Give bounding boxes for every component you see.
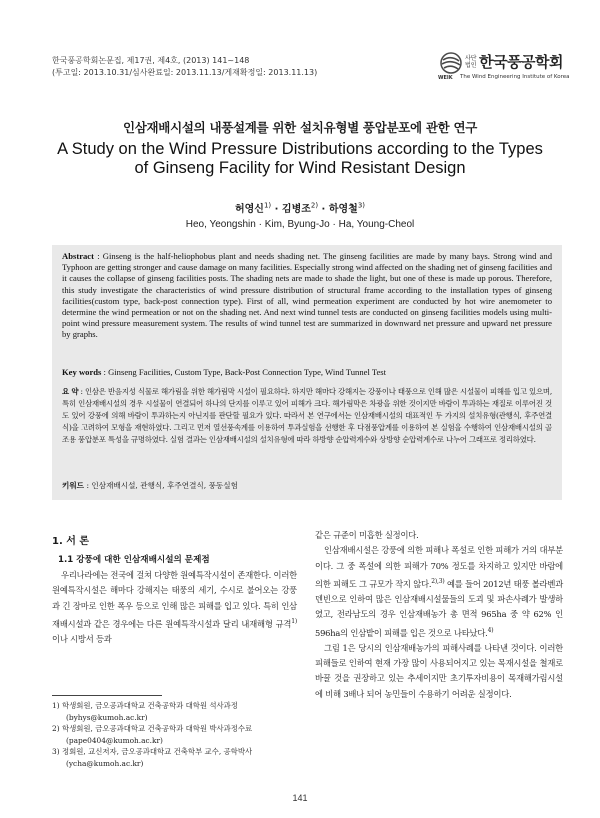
- footnote-email: (pape0404@kumoh.ac.kr): [66, 735, 163, 745]
- citation-mark: 1): [291, 617, 297, 625]
- keywords-english: [62, 367, 552, 377]
- body-paragraph: [315, 543, 563, 640]
- right-column: [315, 528, 563, 702]
- society-logo: [438, 51, 570, 81]
- logo-name: 한국풍공학회: [479, 53, 563, 71]
- keywords-text: : Ginseng Facilities, Custom Type, Back-Post Connection Type, Wind Tunnel Test: [103, 367, 387, 377]
- author-separator: ·: [318, 204, 329, 215]
- citation-mark: 4): [487, 626, 494, 634]
- author-name: 하영철: [328, 204, 358, 215]
- paragraph-text: 이나 시방서 등과: [52, 633, 112, 644]
- title-korean: 인삼재배시설의 내풍설계를 위한 설치유형별 풍압분포에 관한 연구: [122, 120, 477, 135]
- footnote-number: 1): [52, 701, 60, 710]
- title-english-line2: of Ginseng Facility for Wind Resistant Design: [134, 159, 466, 177]
- footnote-rule: [52, 695, 162, 696]
- body-paragraph: 같은 규준이 미흡한 실정이다.: [315, 530, 419, 540]
- author-mark: 3): [357, 201, 366, 210]
- footnote-text: 정회원, 교신저자, 금오공과대학교 건축학부 교수, 공학박사: [61, 747, 253, 756]
- journal-dates: (투고일: 2013.10.31/심사완료일: 2013.11.13/게재확정일: 2013.11.13): [52, 68, 318, 77]
- footnote-email: (byhys@kumoh.ac.kr): [66, 712, 148, 722]
- left-column: [52, 532, 297, 647]
- footnote: [52, 723, 297, 746]
- authors-korean: [0, 200, 600, 215]
- paragraph-text: 우리나라에는 전국에 걸쳐 다양한 원예특작시설이 존재한다. 이러한 원예특작시설은 해마다 강해지는 태풍의 세기, 수시로 불어오는 강풍과 긴 장마로 인한 폭우 등으로 인해 많은 피해를 입고 있다. 특히 인삼재배시설과 같은 경우에는 다른 원예특작시설과 달리 내재해형 규격: [52, 570, 297, 629]
- author-separator: ·: [271, 204, 282, 215]
- footnote-email: (ycha@kumoh.ac.kr): [66, 758, 144, 768]
- title-english: [50, 140, 550, 178]
- logo-abbr: WEIK: [438, 75, 453, 81]
- abstract-korean: [62, 386, 552, 446]
- logo-kind: 사단법인: [465, 55, 477, 69]
- keywords-korean-text: : 인삼재배시설, 관행식, 후주연결식, 풍동실험: [86, 481, 238, 490]
- title-english-line1: A Study on the Wind Pressure Distributions according to the Types: [57, 140, 543, 158]
- footnote: [52, 700, 297, 723]
- footnotes: [52, 700, 297, 769]
- body-paragraph: 그림 1은 당시의 인삼재배농가의 피해사례를 나타낸 것이다. 이러한 피해들로 인하여 현재 가장 많이 사용되어지고 있는 목재시설을 철재로 바꿀 것을 권장하고 있는 추세이지만 초기투자비용이 목재해가림시설에 비해 3배나 되어 농민들이 수용하기 어려운 실정이다.: [315, 642, 563, 699]
- subsection-heading: 1.1 강풍에 대한 인삼재배시설의 문제점: [58, 555, 210, 565]
- page-number: 141: [292, 793, 308, 803]
- footnote-number: 2): [52, 724, 60, 733]
- citation-mark: 2),3): [431, 577, 445, 585]
- author-mark: 2): [310, 201, 319, 210]
- journal-header: [52, 55, 317, 79]
- logo-english: The Wind Engineering Institute of Korea: [460, 74, 570, 80]
- paragraph-text: 예를 들어 2012년 태풍 볼라벤과 덴빈으로 인하여 많은 인삼재배시설물들의 도괴 및 파손사례가 발생하였고, 전라남도의 경우 인삼재배농가 총 면적 965ha 중 약 62% 인 596ha의 인삼밭이 피해를 입은 것으로 나타났다.: [315, 578, 564, 638]
- footnote-number: 3): [52, 747, 60, 756]
- author-name: 김병조: [281, 204, 311, 215]
- keywords-korean: [62, 480, 552, 491]
- author-mark: 1): [263, 201, 272, 210]
- section-heading: 1. 서 론: [52, 536, 90, 547]
- abstract-korean-label: 요 약: [62, 387, 79, 396]
- footnote: [52, 746, 297, 769]
- paragraph-text: 인삼재배시설은 강풍에 의한 피해나 폭설로 인한 피해가 거의 대부분이다. 그 중 폭설에 의한 피해가 70% 정도를 차지하고 있지만 바람에 의한 피해도 그 규모가 작지 않다.: [315, 545, 563, 589]
- body-paragraph: [52, 568, 297, 647]
- author-name: 허영신: [234, 204, 264, 215]
- abstract-label: Abstract: [62, 251, 94, 261]
- keywords-label: Key words: [62, 367, 102, 377]
- authors-english: Heo, Yeongshin · Kim, Byung-Jo · Ha, Young-Cheol: [185, 219, 415, 230]
- journal-citation: 한국풍공학회논문집, 제17권, 제4호, (2013) 141~148: [52, 56, 250, 65]
- abstract-text: : Ginseng is the half-heliophobus plant and needs shading net. The ginseng facilities are made by many bays. Strong wind and Typhoon are getting stronger and cause damage on many facilities. Especially strong wind affected on the shading net of ginseng facilities and it causes the collapse of ginseng facilities posts. The shading nets are made to shade the light, but one of these is made up porous. Therefore, this study investigate the characteristics of wind pressure distribution of structural frame according to the installation types of ginseng facilities(custom type, back-post connection type). First of all, wind permeation experiment are conducted by hot wire anemometer to determine the wind permeation or not on the shading net. And next wind tunnel tests are conducted on ginseng facilities models using multi-point wind pressure measurement system. The results of wind tunnel test are summarized in downward net pressure and upward net pressure by graphs.: [62, 251, 552, 340]
- keywords-korean-label: 키워드: [62, 481, 85, 490]
- abstract-korean-text: : 인삼은 반음지성 식물로 해가림을 위한 해가림막 시설이 필요하다. 하지만 해마다 강해지는 강풍이나 태풍으로 인해 많은 시설물이 피해를 입고 있으며, 특히 인삼재배시설의 경우 시설물이 연결되어 하나의 단지를 이루고 있어 피해가 크다. 해가림막은 차광을 위한 것이지만 바람이 투과하는 재질로 이루어진 것도 있어 강풍에 의해 바람이 투과하는지 아닌지를 판단할 필요가 있다. 따라서 본 연구에서는 인삼재배시설의 대표적인 두 가지의 설치유형(관행식, 후주연결식)을 고려하여 모형을 재현하였다. 그리고 먼저 열선풍속계를 이용하여 투과실험을 선행한 후 다점풍압계를 이용하여 본 실험을 수행하여 인삼재배시설의 골조용 풍압분포 특성을 규명하였다. 실험 결과는 인삼재배시설의 설치유형에 따라 하방향 순압력계수와 상방향 순압력계수로 나누어 그래프로 정리하였다.: [62, 387, 552, 444]
- abstract-english: [62, 251, 552, 341]
- footnote-text: 학생회원, 금오공과대학교 건축공학과 대학원 박사과정수료: [61, 724, 253, 733]
- footnote-text: 학생회원, 금오공과대학교 건축공학과 대학원 석사과정: [61, 701, 238, 710]
